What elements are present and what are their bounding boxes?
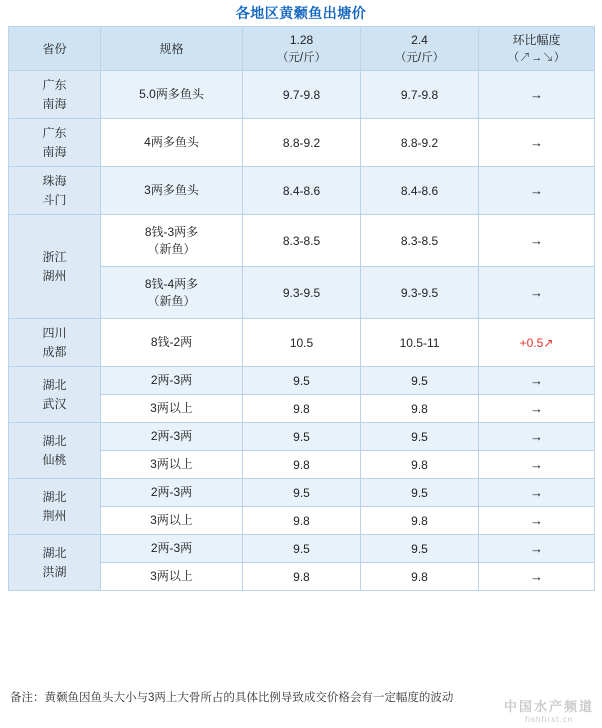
spec-line2: （新鱼） — [147, 241, 196, 256]
table-header-row — [9, 27, 595, 71]
cell-province — [9, 319, 101, 367]
column-header-province: 省份 — [9, 27, 101, 71]
cell-price-date2: 9.8 — [361, 507, 479, 535]
province-line2: 南海 — [42, 96, 67, 111]
cell-price-date1: 9.8 — [243, 507, 361, 535]
cell-province — [9, 479, 101, 535]
cell-spec — [101, 267, 243, 319]
cell-price-date2: 9.5 — [361, 367, 479, 395]
cell-price-date1: 9.5 — [243, 479, 361, 507]
province-line1: 浙江 — [42, 249, 67, 264]
cell-price-date1: 9.8 — [243, 395, 361, 423]
spec-line1: 8钱-4两多 — [144, 276, 199, 291]
cell-price-date2: 9.8 — [361, 395, 479, 423]
cell-price-date2: 9.7-9.8 — [361, 71, 479, 119]
cell-price-date1: 9.5 — [243, 535, 361, 563]
column-header-change — [479, 27, 595, 71]
spec-line1: 3两多鱼头 — [144, 183, 199, 197]
cell-spec — [101, 563, 243, 591]
cell-price-date1: 8.8-9.2 — [243, 119, 361, 167]
province-line1: 湖北 — [42, 377, 67, 392]
column-header-date2-label: 2.4 — [411, 32, 428, 47]
change-up-icon: +0.5↗ — [519, 335, 554, 350]
spec-line1: 3两以上 — [150, 401, 193, 415]
cell-change — [479, 119, 595, 167]
spec-line1: 2两-3两 — [150, 541, 193, 555]
table-row — [9, 423, 595, 451]
change-flat-icon: → — [530, 183, 543, 198]
change-flat-icon: → — [530, 569, 543, 584]
province-line1: 四川 — [42, 325, 67, 340]
province-line1: 广东 — [42, 77, 67, 92]
cell-change — [479, 423, 595, 451]
province-line2: 斗门 — [42, 192, 67, 207]
cell-price-date1: 9.8 — [243, 451, 361, 479]
cell-price-date2: 8.4-8.6 — [361, 167, 479, 215]
table-row — [9, 367, 595, 395]
page-title: 各地区黄颡鱼出塘价 — [235, 5, 367, 21]
table-row — [9, 215, 595, 267]
cell-spec — [101, 395, 243, 423]
cell-price-date2: 9.5 — [361, 479, 479, 507]
province-line2: 洪湖 — [42, 564, 67, 579]
cell-spec — [101, 319, 243, 367]
watermark-subtext: fishfirst.cn — [524, 715, 573, 724]
table-row — [9, 71, 595, 119]
cell-province — [9, 119, 101, 167]
cell-price-date2: 9.5 — [361, 535, 479, 563]
cell-change — [479, 167, 595, 215]
cell-spec — [101, 507, 243, 535]
column-header-spec: 规格 — [101, 27, 243, 71]
spec-line1: 3两以上 — [150, 457, 193, 471]
change-flat-icon: → — [530, 429, 543, 444]
column-header-date1-unit: （元/斤） — [276, 51, 327, 64]
change-flat-icon: → — [530, 373, 543, 388]
province-line1: 湖北 — [42, 489, 67, 504]
column-header-date1 — [243, 27, 361, 71]
price-table — [8, 26, 595, 591]
cell-change — [479, 319, 595, 367]
change-flat-icon: → — [530, 457, 543, 472]
change-flat-icon: → — [530, 233, 543, 248]
cell-change — [479, 479, 595, 507]
page-title-bar — [0, 0, 602, 26]
table-row — [9, 535, 595, 563]
spec-line1: 2两-3两 — [150, 485, 193, 499]
cell-price-date2: 9.5 — [361, 423, 479, 451]
cell-province — [9, 535, 101, 591]
cell-price-date1: 8.3-8.5 — [243, 215, 361, 267]
cell-province — [9, 215, 101, 319]
province-line1: 湖北 — [42, 433, 67, 448]
table-row — [9, 479, 595, 507]
cell-price-date2: 10.5-11 — [361, 319, 479, 367]
spec-line2: （新鱼） — [147, 293, 196, 308]
province-line2: 仙桃 — [42, 452, 67, 467]
spec-line1: 3两以上 — [150, 569, 193, 583]
province-line2: 武汉 — [42, 396, 67, 411]
cell-spec — [101, 119, 243, 167]
spec-line1: 2两-3两 — [150, 429, 193, 443]
cell-province — [9, 367, 101, 423]
column-header-change-label: 环比幅度 — [512, 32, 561, 47]
cell-change — [479, 71, 595, 119]
cell-spec — [101, 71, 243, 119]
table-row — [9, 119, 595, 167]
cell-change — [479, 535, 595, 563]
cell-price-date2: 9.3-9.5 — [361, 267, 479, 319]
cell-change — [479, 395, 595, 423]
table-note: 备注：黄颡鱼因鱼头大小与3两上大骨所占的具体比例导致成交价格会有一定幅度的波动 — [10, 692, 454, 704]
cell-spec — [101, 215, 243, 267]
table-row — [9, 319, 595, 367]
change-flat-icon: → — [530, 285, 543, 300]
cell-spec — [101, 367, 243, 395]
province-line2: 荆州 — [42, 508, 67, 523]
spec-line1: 2两-3两 — [150, 373, 193, 387]
cell-change — [479, 215, 595, 267]
change-flat-icon: → — [530, 513, 543, 528]
cell-province — [9, 167, 101, 215]
cell-price-date1: 9.5 — [243, 423, 361, 451]
table-row — [9, 167, 595, 215]
cell-spec — [101, 451, 243, 479]
change-flat-icon: → — [530, 87, 543, 102]
column-header-change-unit: （↗→↘） — [507, 51, 566, 64]
province-line2: 湖州 — [42, 268, 67, 283]
spec-line1: 4两多鱼头 — [144, 135, 199, 149]
change-flat-icon: → — [530, 135, 543, 150]
change-flat-icon: → — [530, 485, 543, 500]
cell-price-date1: 9.8 — [243, 563, 361, 591]
cell-price-date2: 9.8 — [361, 451, 479, 479]
province-line1: 湖北 — [42, 545, 67, 560]
spec-line1: 3两以上 — [150, 513, 193, 527]
table-body — [9, 71, 595, 591]
cell-province — [9, 423, 101, 479]
cell-price-date1: 9.7-9.8 — [243, 71, 361, 119]
cell-change — [479, 267, 595, 319]
cell-province — [9, 71, 101, 119]
province-line1: 珠海 — [42, 173, 67, 188]
cell-price-date2: 9.8 — [361, 563, 479, 591]
cell-price-date1: 8.4-8.6 — [243, 167, 361, 215]
change-flat-icon: → — [530, 541, 543, 556]
change-flat-icon: → — [530, 401, 543, 416]
column-header-date2-unit: （元/斤） — [394, 51, 445, 64]
cell-price-date2: 8.8-9.2 — [361, 119, 479, 167]
spec-line1: 5.0两多鱼头 — [139, 87, 204, 101]
cell-price-date1: 9.3-9.5 — [243, 267, 361, 319]
spec-line1: 8钱-3两多 — [144, 224, 199, 239]
column-header-date1-label: 1.28 — [289, 32, 314, 47]
cell-price-date2: 8.3-8.5 — [361, 215, 479, 267]
cell-spec — [101, 167, 243, 215]
cell-change — [479, 507, 595, 535]
cell-spec — [101, 535, 243, 563]
cell-price-date1: 9.5 — [243, 367, 361, 395]
cell-change — [479, 451, 595, 479]
province-line2: 南海 — [42, 144, 67, 159]
cell-change — [479, 563, 595, 591]
watermark-text: 中国水产频道 — [503, 699, 594, 714]
cell-price-date1: 10.5 — [243, 319, 361, 367]
watermark — [504, 696, 594, 724]
column-header-date2 — [361, 27, 479, 71]
spec-line1: 8钱-2两 — [150, 335, 193, 349]
cell-spec — [101, 479, 243, 507]
province-line2: 成都 — [42, 344, 67, 359]
province-line1: 广东 — [42, 125, 67, 140]
cell-change — [479, 367, 595, 395]
table-header — [9, 27, 595, 71]
cell-spec — [101, 423, 243, 451]
